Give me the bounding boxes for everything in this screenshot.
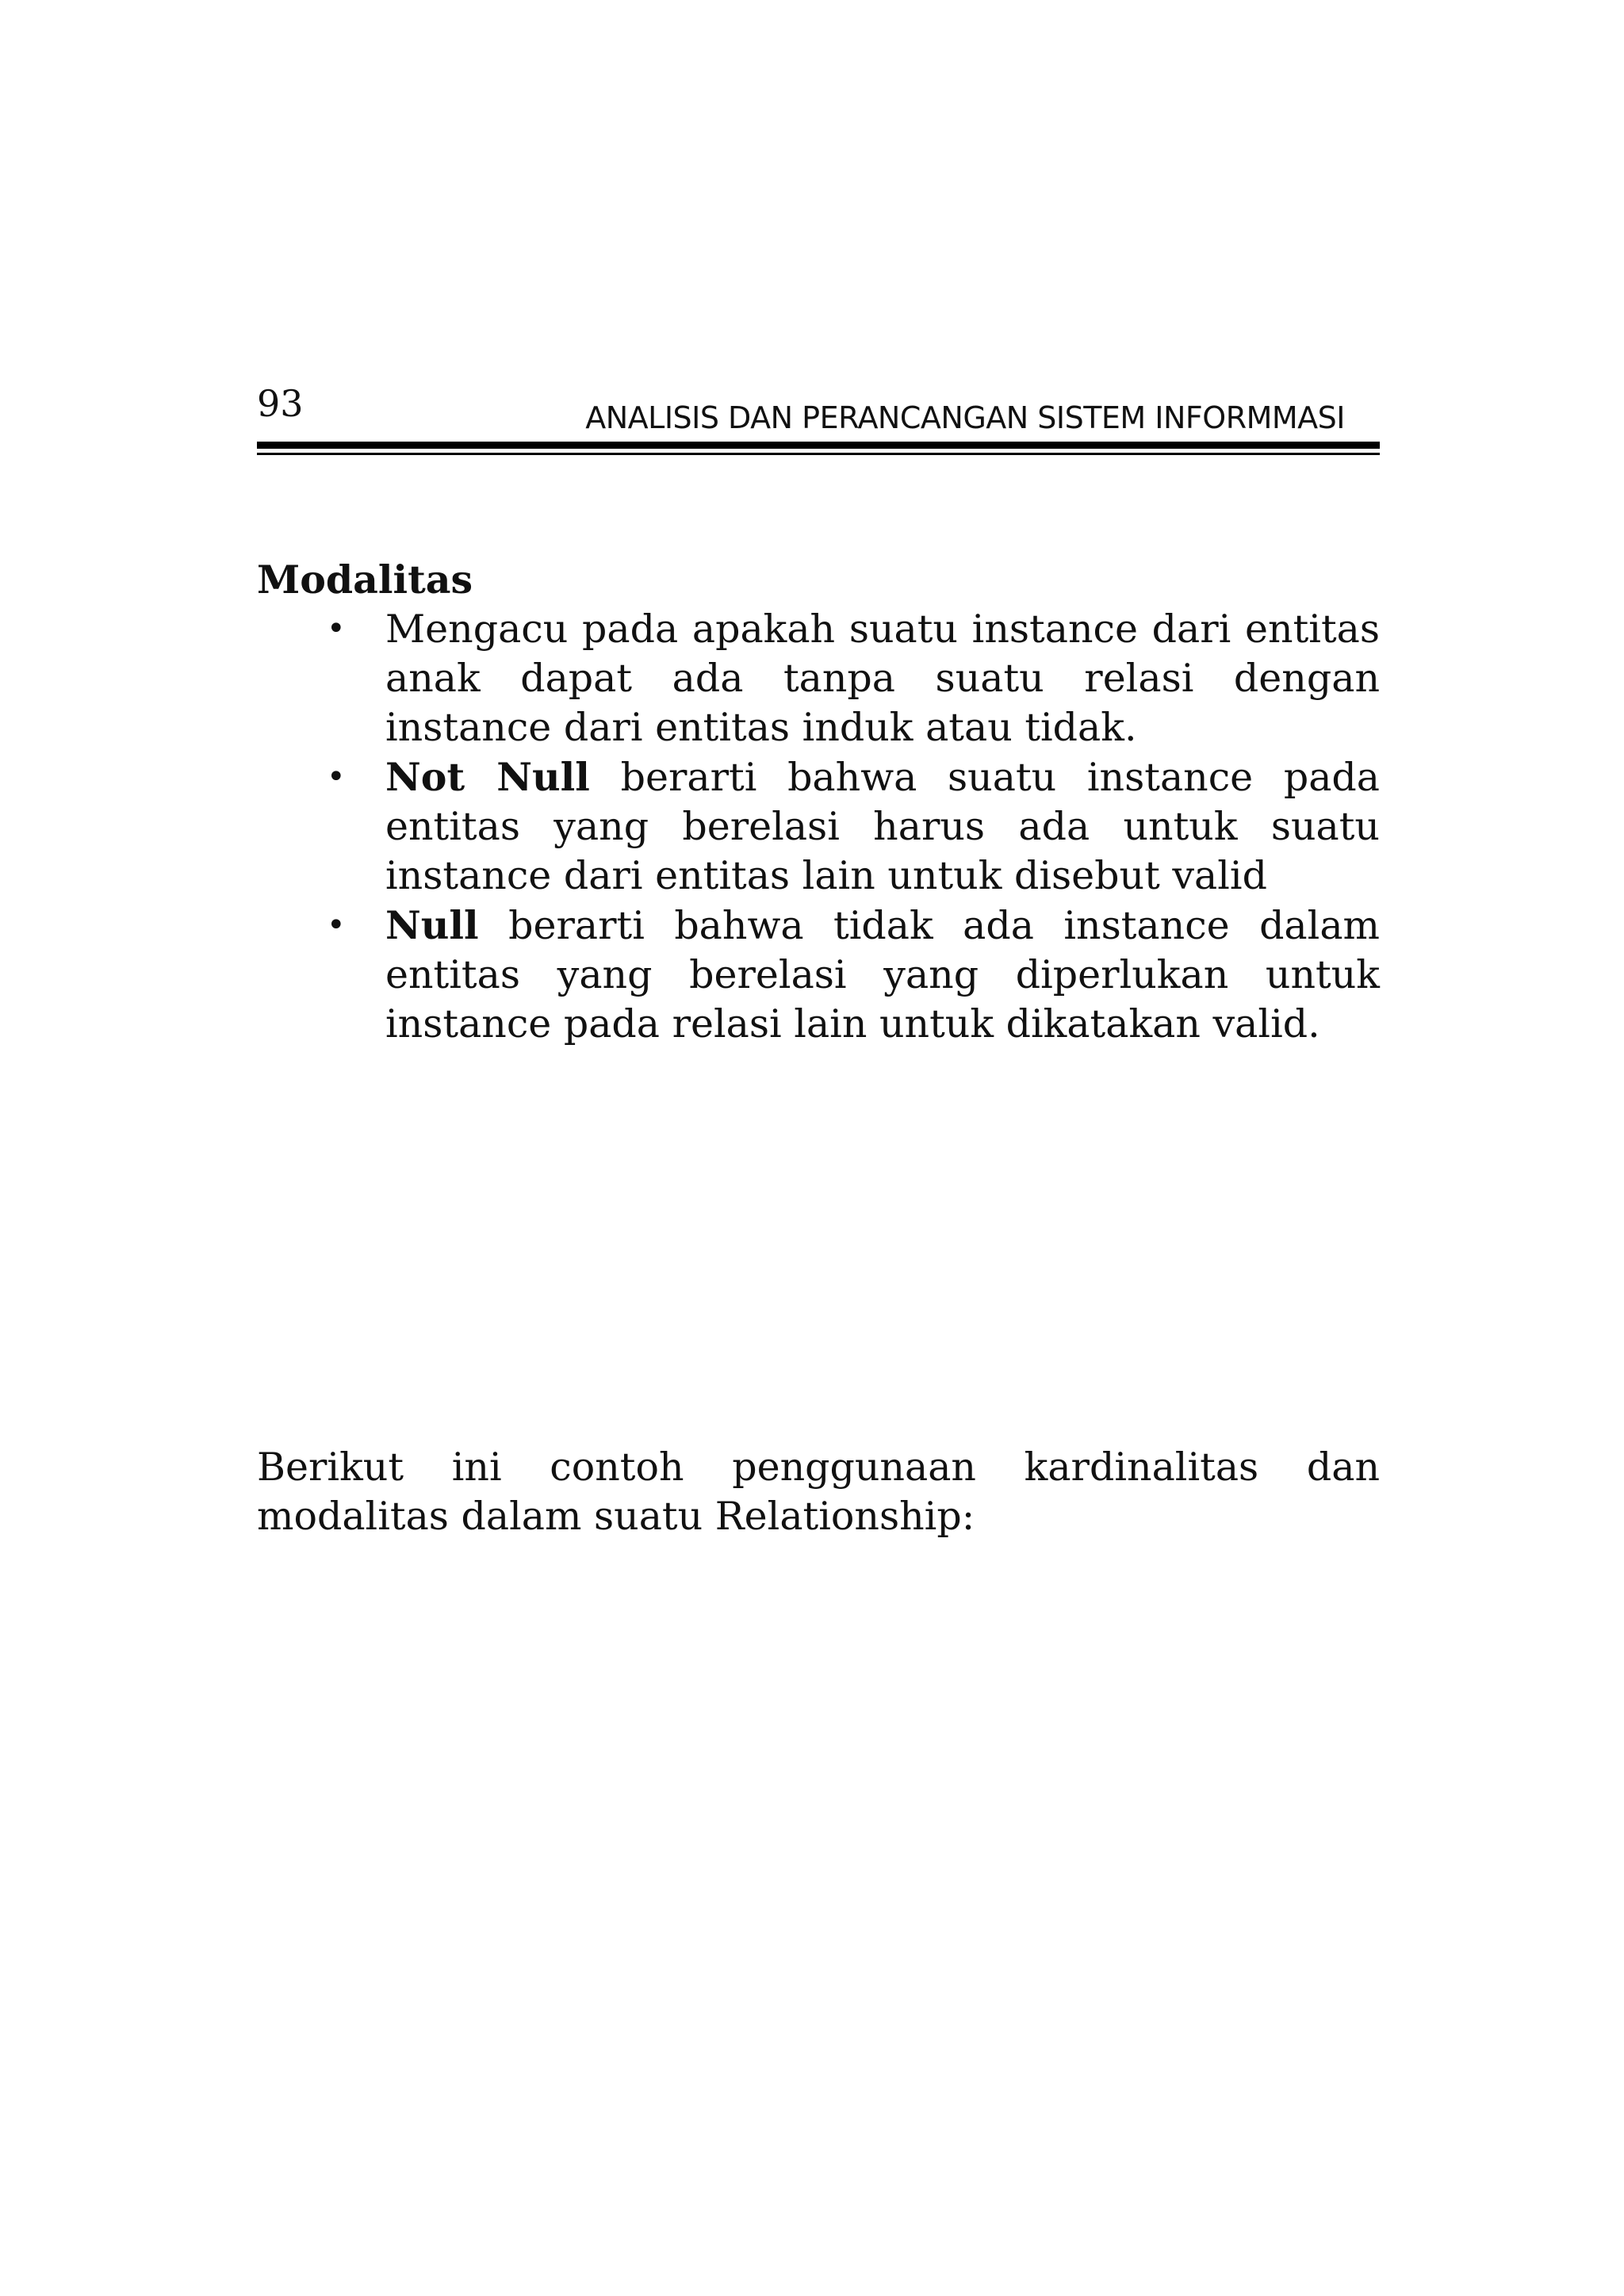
page-number: 93	[257, 382, 304, 425]
list-item	[257, 901, 1380, 1049]
running-header-title: ANALISIS DAN PERANCANGAN SISTEM INFORMMASI	[585, 400, 1345, 435]
bullet-term: Null	[385, 902, 479, 948]
bullet-text: berarti bahwa suatu instance pada entitas yang berelasi harus ada untuk suatu instance dari entitas lain untuk disebut valid	[385, 755, 1380, 898]
closing-paragraph: Berikut ini contoh penggunaan kardinalitas dan modalitas dalam suatu Relationship:	[257, 1445, 1380, 1539]
bullet-list	[257, 604, 1380, 1049]
bullet-text: berarti bahwa tidak ada instance dalam entitas yang berelasi yang diperlukan untuk instance pada relasi lain untuk dikatakan valid.	[385, 903, 1380, 1047]
bullet-icon: •	[327, 907, 346, 943]
header-rule-thick	[257, 442, 1380, 449]
header-rule-thin	[257, 453, 1380, 455]
list-item	[257, 604, 1380, 752]
section-heading: Modalitas	[257, 557, 473, 603]
list-item	[257, 752, 1380, 901]
bullet-icon: •	[327, 759, 346, 795]
bullet-text: Mengacu pada apakah suatu instance dari entitas anak dapat ada tanpa suatu relasi dengan instance dari entitas induk atau tidak.	[385, 607, 1380, 750]
bullet-icon: •	[327, 610, 346, 647]
main-content	[257, 555, 1380, 1049]
bullet-term: Not Null	[385, 754, 590, 800]
